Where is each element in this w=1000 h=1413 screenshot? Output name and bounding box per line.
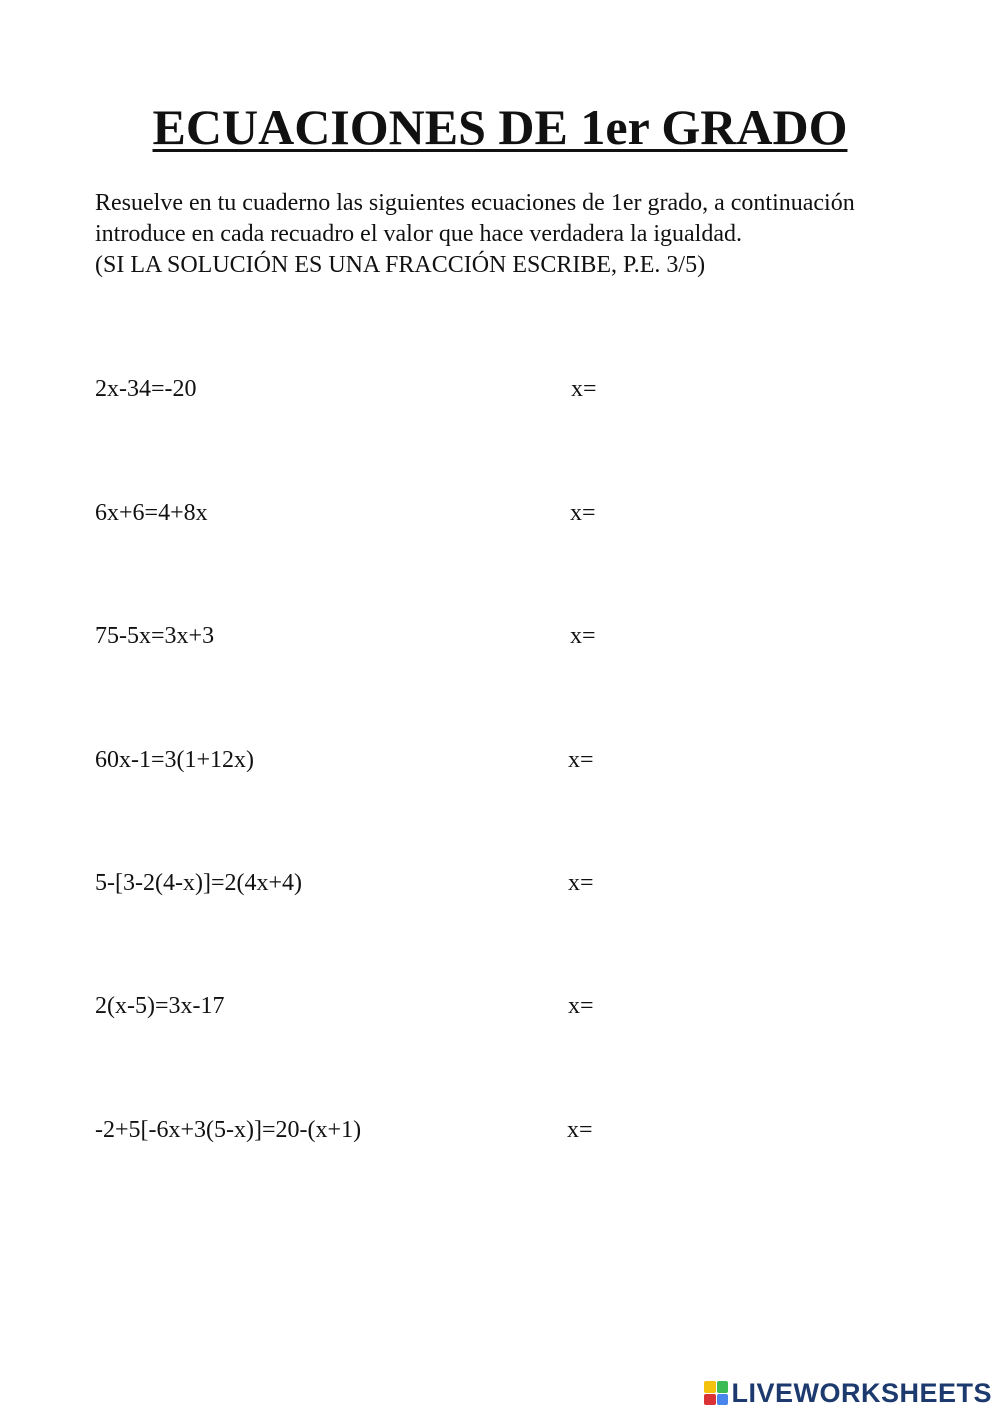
logo-tile xyxy=(704,1381,716,1393)
answer-input[interactable] xyxy=(603,375,707,405)
liveworksheets-logo-icon xyxy=(704,1381,728,1405)
equation-text: 75-5x=3x+3 xyxy=(95,623,215,649)
equation-row xyxy=(95,990,655,1022)
answer-label: x= xyxy=(568,993,594,1019)
logo-tile xyxy=(717,1381,729,1393)
equation-text: 6x+6=4+8x xyxy=(95,500,208,526)
equation-row xyxy=(95,497,655,529)
brand-watermark xyxy=(704,1379,992,1407)
answer-input[interactable] xyxy=(600,869,704,899)
page-title xyxy=(0,95,1000,159)
equation-text: 2(x-5)=3x-17 xyxy=(95,993,225,1019)
answer-input[interactable] xyxy=(599,1116,703,1146)
answer-input[interactable] xyxy=(602,622,706,652)
page-title-text: ECUACIONES DE 1er GRADO xyxy=(152,99,848,155)
answer-input[interactable] xyxy=(600,746,704,776)
equation-text: 5-[3-2(4-x)]=2(4x+4) xyxy=(95,870,302,896)
equation-row xyxy=(95,867,655,899)
answer-label: x= xyxy=(570,623,596,649)
answer-label: x= xyxy=(570,500,596,526)
brand-name: LIVEWORKSHEETS xyxy=(731,1377,992,1408)
equation-text: 60x-1=3(1+12x) xyxy=(95,747,255,773)
answer-label: x= xyxy=(571,376,597,402)
equation-row xyxy=(95,1114,655,1146)
answer-label: x= xyxy=(568,870,594,896)
equation-text: -2+5[-6x+3(5-x)]=20-(x+1) xyxy=(95,1117,362,1143)
equation-row xyxy=(95,373,655,405)
equation-row xyxy=(95,620,655,652)
logo-tile xyxy=(704,1394,716,1406)
answer-input[interactable] xyxy=(602,499,706,529)
answer-label: x= xyxy=(568,747,594,773)
equation-row xyxy=(95,744,655,776)
logo-tile xyxy=(717,1394,729,1406)
answer-input[interactable] xyxy=(600,992,704,1022)
equation-text: 2x-34=-20 xyxy=(95,376,197,402)
instructions xyxy=(95,188,895,281)
instructions-text: Resuelve en tu cuaderno las siguientes ecuaciones de 1er grado, a continuación introduce en cada recuadro el valor que hace verdadera la igualdad. xyxy=(95,190,855,247)
instructions-fraction-note: (SI LA SOLUCIÓN ES UNA FRACCIÓN ESCRIBE, P.E. 3/5) xyxy=(95,252,706,278)
answer-label: x= xyxy=(567,1117,593,1143)
